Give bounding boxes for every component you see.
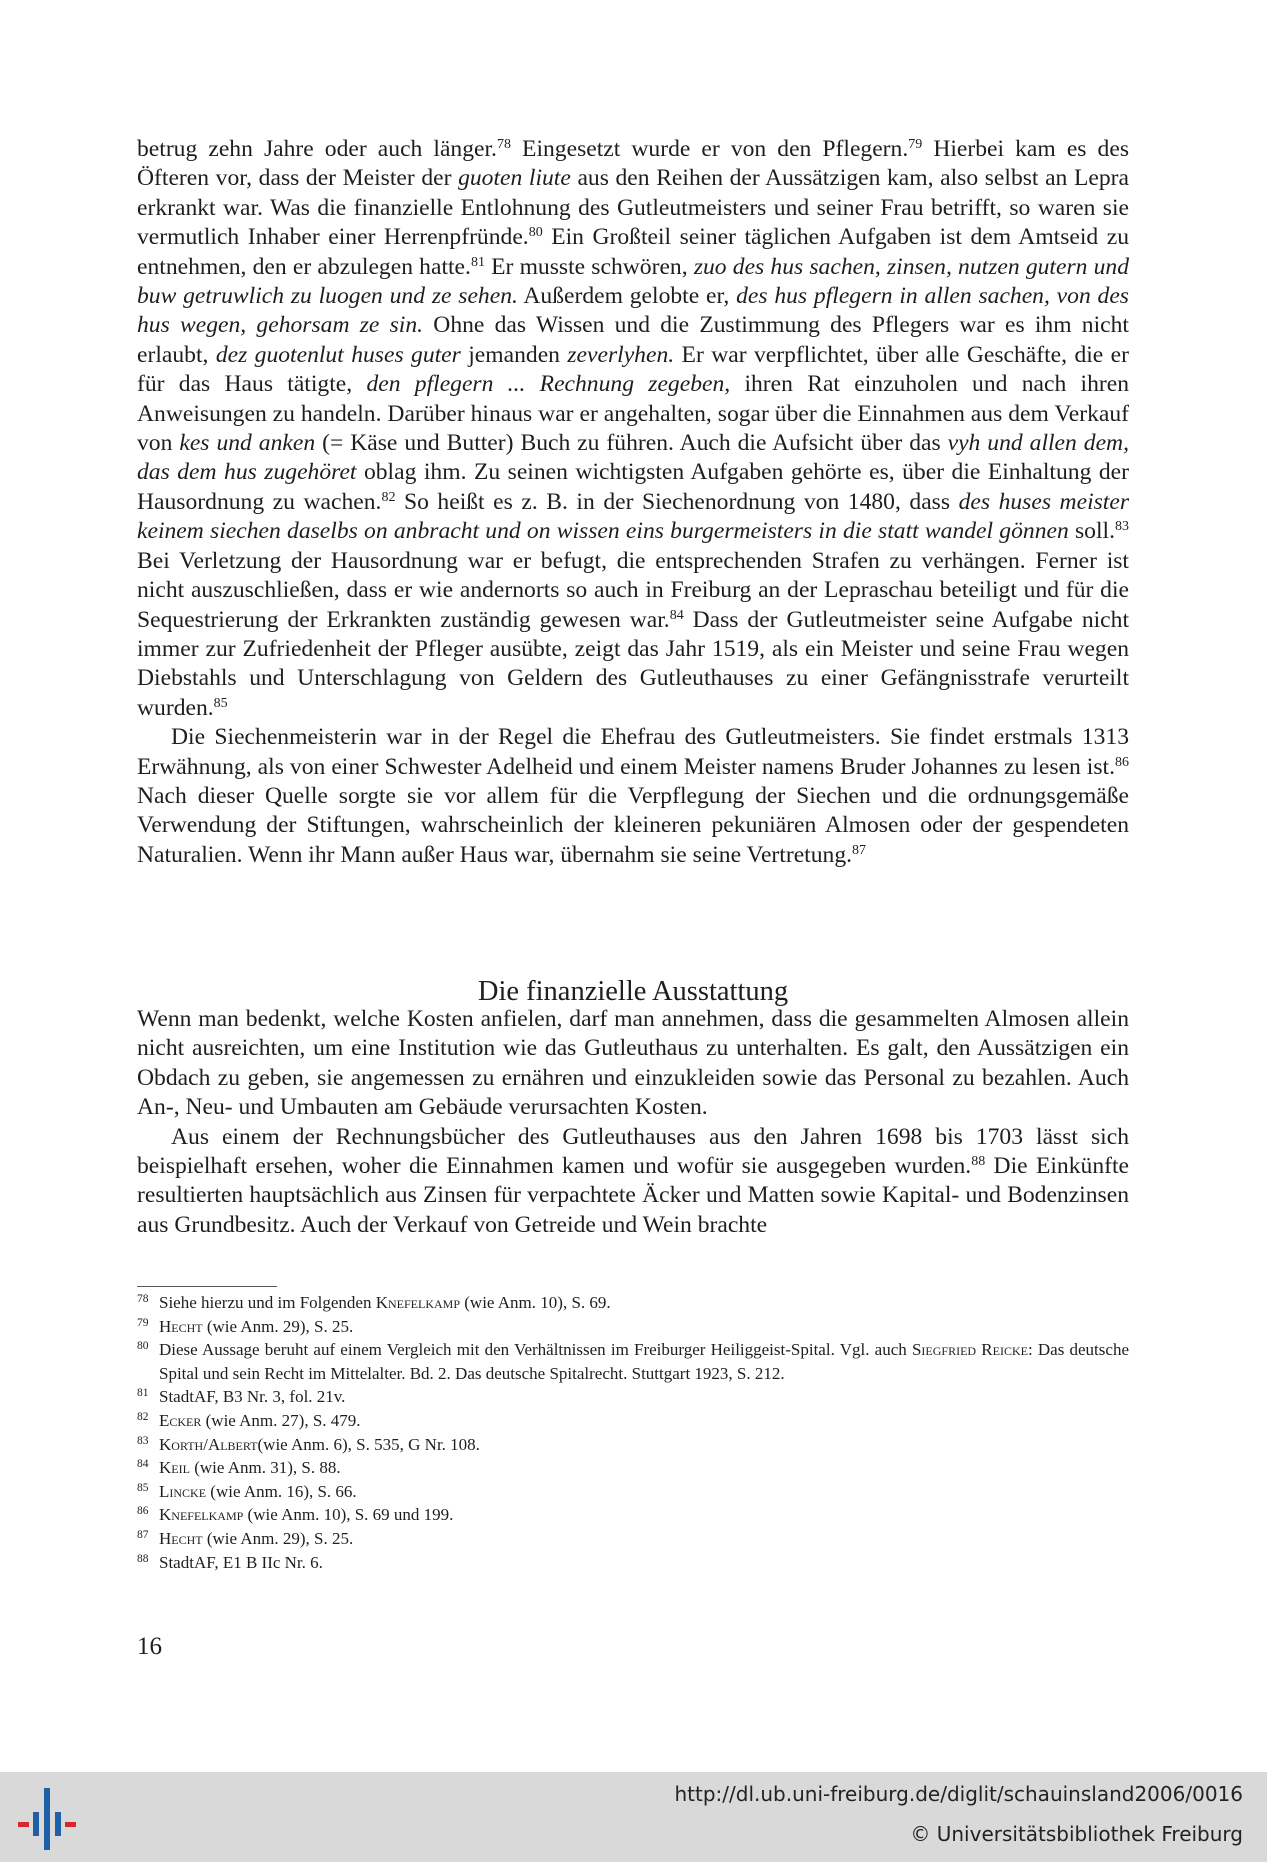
footnotes (137, 1291, 1129, 1574)
footnote-item (137, 1338, 1129, 1385)
body-text (137, 135, 1129, 870)
footnote-ref: 80 (528, 225, 543, 241)
italic-quote: des huses meister keinem siechen daselbs on anbracht und on wissen eins burgermeisters in die statt wandel gönnen (137, 488, 1130, 545)
page-number: 16 (137, 1633, 162, 1660)
text-run: Hierbei kam es des Öfteren vor, dass der Meister der (137, 136, 1130, 192)
footnote-number: 85 (137, 1481, 149, 1494)
footnote-number: 83 (137, 1434, 149, 1447)
text-run: Nach dieser Quelle sorgte sie vor allem für die Verpflegung der Siechen und die ordnungsgemäße Verwendung der Stiftungen, wahrscheinlich der kleineren pekuniären Almosen oder der gespendeten Naturalien. Wenn ihr Mann außer Haus war, übernahm sie seine Vertretung. (137, 782, 1129, 868)
footnote-number: 84 (137, 1458, 149, 1471)
text-run: So heißt es z. B. in der Siechenordnung von 1480, dass (395, 488, 959, 515)
text-run: Außerdem gelobte er, (517, 283, 737, 310)
footnote-ref: 82 (381, 489, 396, 505)
text-run: (wie Anm. 29), S. 25. (202, 1316, 354, 1336)
footnote-ref: 79 (908, 137, 923, 152)
author-name: Knefelkamp (375, 1293, 461, 1312)
copyright-notice: © Universitätsbibliothek Freiburg (910, 1822, 1243, 1846)
paragraph-2 (137, 723, 1129, 870)
permalink-url[interactable]: http://dl.ub.uni-freiburg.de/diglit/schauinsland2006/0016 (674, 1782, 1243, 1806)
logo-dash-right (65, 1822, 76, 1827)
text-run: (wie Anm. 10), S. 69. (460, 1293, 611, 1312)
text-run: (wie Anm. 10), S. 69 und 199. (243, 1505, 454, 1525)
text-run: Er musste schwören, (484, 253, 694, 280)
text-run: Eingesetzt wurde er von den Pflegern. (510, 136, 909, 162)
text-run: betrug zehn Jahre oder auch länger. (137, 136, 497, 162)
footnote-item (137, 1551, 1129, 1575)
footnote-ref: 88 (971, 1154, 986, 1170)
logo-bar-left (33, 1812, 39, 1836)
text-run: soll. (1068, 518, 1115, 545)
logo-bar-center (44, 1788, 50, 1850)
footnote-item (137, 1385, 1129, 1409)
ub-freiburg-logo-icon (14, 1786, 78, 1852)
footnote-item (137, 1503, 1129, 1527)
footnote-ref: 85 (213, 695, 228, 711)
text-run: Diese Aussage beruht auf einem Vergleich mit den Verhältnissen im Freiburger Heiliggeist-Spital. Vgl. auch (159, 1340, 912, 1360)
text-run: (wie Anm. 29), S. 25. (202, 1528, 354, 1548)
footnote-ref: 81 (470, 254, 485, 270)
text-run: Bei Verletzung der Hausordnung war er befugt, die entsprechenden Strafen zu verhängen. Ferner ist nicht auszuschließen, dass er wie andernorts so auch in Freiburg an der Lepraschau beteiligt und für die Sequestrierung der Erkrankten zuständig gewesen war. (137, 547, 1129, 633)
italic-quote: vyh und allen dem, das dem hus zugehöret (137, 430, 1129, 486)
text-run: ihren Rat einzuholen und nach ihren Anweisungen zu handeln. Darüber hinaus war er angehalten, sogar über die Einnahmen aus dem Verkauf von (137, 371, 1129, 457)
text-run: Ohne das Wissen und die Zustimmung des Pflegers war es ihm nicht erlaubt, (137, 312, 1129, 368)
italic-quote: guoten liute (458, 165, 571, 192)
text-run: StadtAF, E1 B IIc Nr. 6. (159, 1552, 323, 1572)
text-run: Er war verpflichtet, über alle Geschäfte, die er für das Haus tätigte, (137, 341, 1130, 398)
text-run: oblag ihm. Zu seinen wichtigsten Aufgaben gehörte es, über die Einhaltung der Hausordnung zu wachen. (137, 459, 1129, 515)
paragraph-3 (137, 1005, 1129, 1123)
text-run: Dass der Gutleutmeister seine Aufgabe nicht immer zur Zufriedenheit der Pfleger ausübte, zeigt das Jahr 1519, als ein Meister und seine Frau wegen Diebstahls und Unterschlagung von Geldern des Gutleuthauses zu einer Gefängnisstrafe verurteilt wurden. (137, 606, 1130, 721)
italic-quote: den pflegern ... Rechnung zegeben, (366, 371, 731, 398)
footnote-number: 82 (137, 1410, 149, 1423)
viewer-footer (0, 1772, 1267, 1862)
footnote-number: 88 (137, 1552, 149, 1565)
author-name: Keil (159, 1458, 190, 1478)
footnote-number: 86 (137, 1505, 149, 1518)
text-run: : Das deutsche Spital und sein Recht im Mittelalter. Bd. 2. Das deutsche Spitalrecht. Stuttgart 1923, S. 212. (159, 1340, 1129, 1383)
author-name: Korth/Albert (159, 1434, 258, 1454)
text-run: Die Siechenmeisterin war in der Regel die Ehefrau des Gutleutmeisters. Sie findet erstmals 1313 Erwähnung, als von einer Schwester Adelheid und einem Meister namens Bruder Johannes zu lesen ist. (137, 724, 1129, 780)
text-run: Aus einem der Rechnungsbücher des Gutleuthauses aus den Jahren 1698 bis 1703 lässt sich beispielhaft ersehen, woher die Einnahmen kamen und wofür sie ausgegeben wurden. (137, 1123, 1129, 1180)
footnote-item (137, 1527, 1129, 1551)
text-run: Siehe hierzu und im Folgenden (159, 1293, 376, 1312)
italic-quote: kes und anken (179, 430, 316, 457)
author-name: Hecht (159, 1316, 203, 1336)
body-text-section (137, 1005, 1129, 1240)
footnote-ref: 84 (669, 607, 684, 623)
footnote-item (137, 1480, 1129, 1504)
text-run: (wie Anm. 31), S. 88. (189, 1458, 341, 1478)
footnote-number: 80 (137, 1340, 149, 1353)
footnote-rule (137, 1286, 277, 1287)
footnote-number: 78 (137, 1293, 149, 1305)
text-run: StadtAF, B3 Nr. 3, fol. 21v. (159, 1387, 346, 1407)
logo-dash-left (18, 1822, 29, 1827)
italic-quote: dez guotenlut huses guter (215, 341, 461, 368)
text-run: Ein Großteil seiner täglichen Aufgaben ist dem Amtseid zu entnehmen, den er abzulegen hatte. (137, 224, 1130, 280)
text-run: Die Einkünfte resultierten hauptsächlich aus Zinsen für verpachtete Äcker und Matten sowie Kapital- und Bodenzinsen aus Grundbesitz. Auch der Verkauf von Getreide und Wein brachte (137, 1153, 1130, 1238)
footnote-item (137, 1291, 1129, 1315)
paragraph-4 (137, 1123, 1129, 1241)
footnote-number: 79 (137, 1316, 149, 1329)
footnote-item (137, 1433, 1129, 1457)
text-run: jemanden (460, 341, 568, 368)
footnote-ref: 86 (1115, 754, 1129, 770)
text-run: aus den Reihen der Aussätzigen kam, also selbst an Lepra erkrankt war. Was die finanzielle Entlohnung des Gutleutmeisters und seiner Frau betrifft, so waren sie vermutlich Inhaber einer Herrenpfründe. (137, 165, 1129, 251)
text-run: (wie Anm. 27), S. 479. (201, 1410, 361, 1430)
text-run: (wie Anm. 6), S. 535, G Nr. 108. (257, 1434, 480, 1454)
author-name: Lincke (159, 1481, 207, 1501)
author-name: Hecht (159, 1528, 203, 1548)
author-name: Ecker (159, 1410, 202, 1430)
footnote-item (137, 1315, 1129, 1339)
footnote-ref: 83 (1115, 519, 1129, 535)
footnote-item (137, 1456, 1129, 1480)
footnote-ref: 87 (852, 842, 867, 858)
footnote-ref: 78 (496, 137, 511, 152)
footnote-number: 87 (137, 1528, 149, 1541)
italic-quote: zeverlyhen. (567, 341, 675, 368)
footnote-number: 81 (137, 1387, 149, 1400)
italic-quote: des hus pflegern in allen sachen, von des hus wegen, gehorsam ze sin. (137, 283, 1129, 339)
paragraph-1 (137, 135, 1129, 723)
text-run: Wenn man bedenkt, welche Kosten anfielen, darf man annehmen, dass die gesammelten Almosen allein nicht ausreichten, um eine Institution wie das Gutleuthaus zu unterhalten. Es galt, den Aussätzigen ein Obdach zu geben, sie angemessen zu ernähren und einzukleiden sowie das Personal zu bezahlen. Auch An-, Neu- und Umbauten am Gebäude verursachten Kosten. (137, 1006, 1129, 1121)
text-run: (wie Anm. 16), S. 66. (206, 1481, 357, 1501)
footnote-item (137, 1409, 1129, 1433)
logo-bar-right (55, 1812, 61, 1836)
text-run: (= Käse und Butter) Buch zu führen. Auch die Aufsicht über das (315, 430, 948, 457)
italic-quote: zuo des hus sachen, zinsen, nutzen gutern und buw getruwlich zu luogen und ze sehen. (137, 253, 1130, 310)
author-name: Knefelkamp (159, 1505, 244, 1525)
author-name: Siegfried Reicke (911, 1340, 1028, 1360)
section-heading: Die finanzielle Ausstattung (477, 975, 789, 1007)
